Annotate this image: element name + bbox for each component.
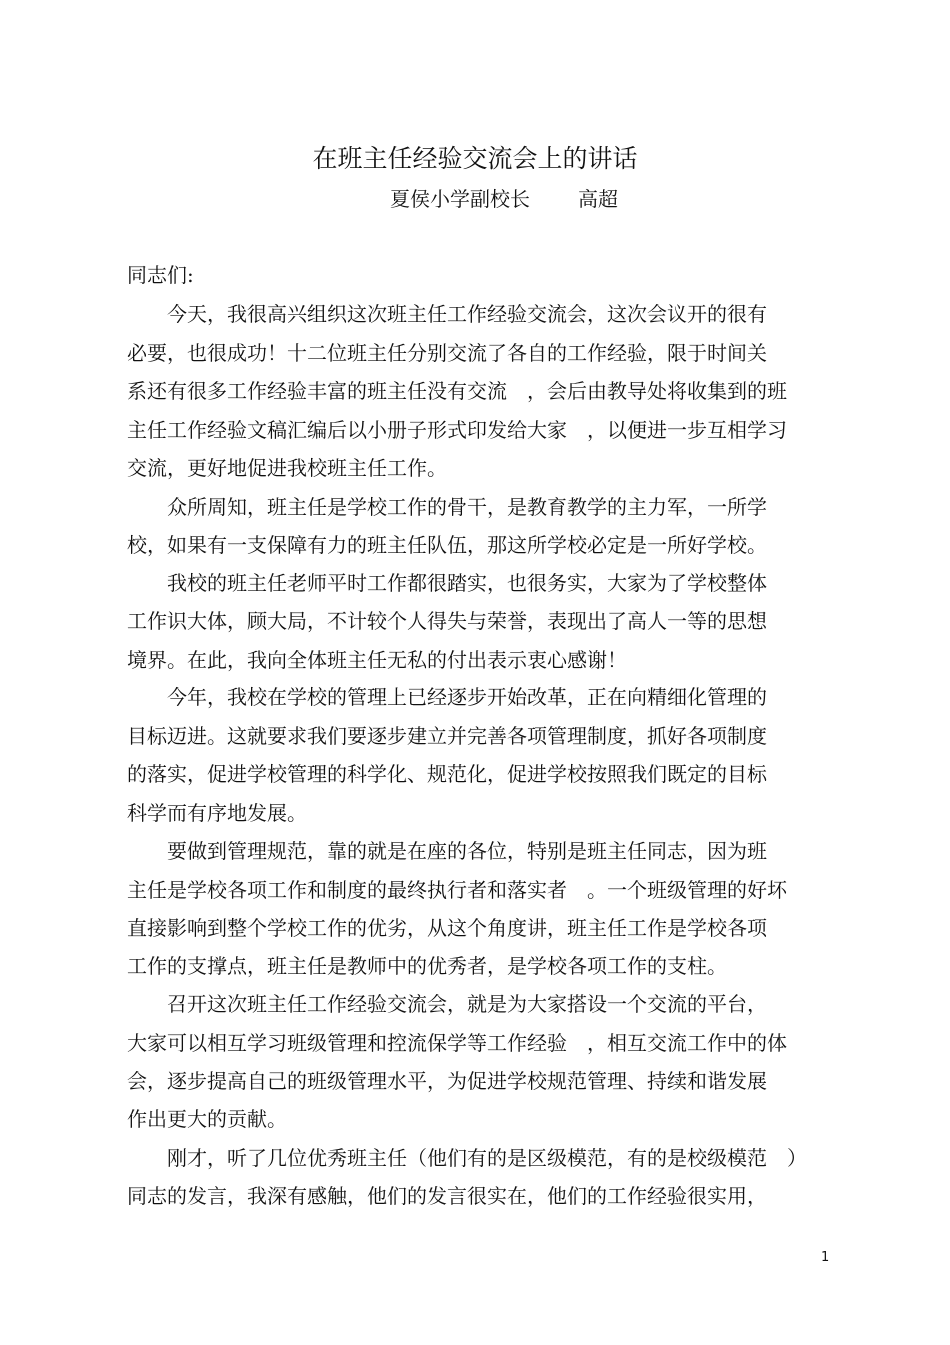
body-line: 主任工作经验文稿汇编后以小册子形式印发给大家 ，以便进一步互相学习 <box>127 418 787 442</box>
page-number: 1 <box>821 1250 830 1265</box>
body-line: 直接影响到整个学校工作的优劣，从这个角度讲，班主任工作是学校各项 <box>127 916 767 940</box>
body-line: 的落实，促进学校管理的科学化、规范化，促进学校按照我们既定的目标 <box>127 762 767 786</box>
body-line: 工作的支撑点，班主任是教师中的优秀者，是学校各项工作的支柱。 <box>127 954 727 978</box>
body-line: 今天，我很高兴组织这次班主任工作经验交流会，这次会议开的很有 <box>127 302 767 326</box>
body-line: 科学而有序地发展。 <box>127 801 307 825</box>
body-line: 我校的班主任老师平时工作都很踏实，也很务实，大家为了学校整体 <box>127 571 767 595</box>
body-line: 会，逐步提高自己的班级管理水平，为促进学校规范管理、持续和谐发展 <box>127 1069 767 1093</box>
body-line: 系还有很多工作经验丰富的班主任没有交流 ，会后由教导处将收集到的班 <box>127 379 787 403</box>
body-line: 工作识大体，顾大局，不计较个人得失与荣誉，表现出了高人一等的思想 <box>127 609 767 633</box>
body-line: 目标迈进。这就要求我们要逐步建立并完善各项管理制度，抓好各项制度 <box>127 724 767 748</box>
body-line: 主任是学校各项工作和制度的最终执行者和落实者 。一个班级管理的好坏 <box>127 878 787 902</box>
body-line: 必要，也很成功！十二位班主任分别交流了各自的工作经验，限于时间关 <box>127 341 767 365</box>
body-line: 校，如果有一支保障有力的班主任队伍，那这所学校必定是一所好学校。 <box>127 533 767 557</box>
body-line: 要做到管理规范，靠的就是在座的各位，特别是班主任同志，因为班 <box>127 839 767 863</box>
body-line: 同志的发言，我深有感触，他们的发言很实在，他们的工作经验很实用， <box>127 1184 767 1208</box>
author-role: 夏侯小学副校长 <box>390 187 530 211</box>
body-line: 今年，我校在学校的管理上已经逐步开始改革，正在向精细化管理的 <box>127 685 767 709</box>
author-name: 高超 <box>578 187 618 211</box>
greeting: 同志们: <box>127 263 194 287</box>
body-line: 召开这次班主任工作经验交流会，就是为大家搭设一个交流的平台， <box>127 992 767 1016</box>
body-line: 交流，更好地促进我校班主任工作。 <box>127 456 447 480</box>
body-line: 大家可以相互学习班级管理和控流保学等工作经验 ，相互交流工作中的体 <box>127 1031 787 1055</box>
body-line: 作出更大的贡献。 <box>127 1107 287 1131</box>
author-byline <box>390 185 618 213</box>
body-line: 刚才，听了几位优秀班主任（他们有的是区级模范，有的是校级模范 ） <box>127 1146 807 1170</box>
body-line: 境界。在此，我向全体班主任无私的付出表示衷心感谢！ <box>127 648 627 672</box>
body-line: 众所周知，班主任是学校工作的骨干，是教育教学的主力军，一所学 <box>127 495 767 519</box>
document-title: 在班主任经验交流会上的讲话 <box>312 144 638 173</box>
